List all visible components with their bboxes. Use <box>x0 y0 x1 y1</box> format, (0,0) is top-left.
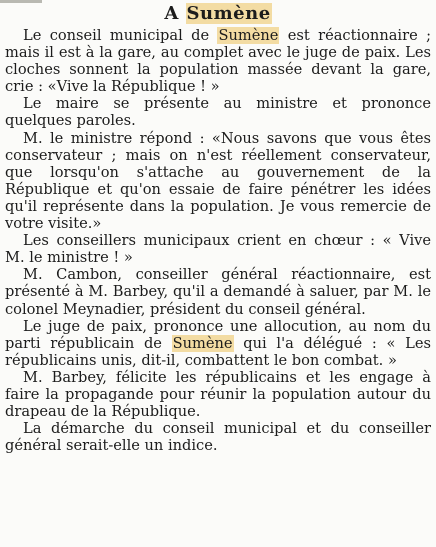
paragraph <box>5 232 431 266</box>
highlighted-term: Sumène <box>172 334 233 352</box>
article-body <box>5 27 431 454</box>
paragraph-text: Le juge de paix, prononce une allocution, au nom du parti républicain de <box>5 317 431 352</box>
paragraph-text: Les conseillers municipaux crient en chœur : « Vive M. le ministre ! » <box>5 232 431 267</box>
paragraph-text: est réactionnaire ; mais il est à la gare, au complet avec le juge de paix. Les cloches sonnent la population massée devant la gare, crie : «Vive la République ! » <box>5 27 431 96</box>
paragraph-text: La démarche du conseil municipal et du conseiller général serait-elle un indice. <box>5 420 431 455</box>
paragraph <box>5 369 431 420</box>
paragraph-text: Le conseil municipal de <box>23 27 218 44</box>
paragraph <box>5 95 431 129</box>
paragraph <box>5 130 431 233</box>
article-title <box>0 3 436 25</box>
paragraph-text: M. Barbey, félicite les républicains et les engage à faire la propagande pour réunir la population autour du drapeau de la République. <box>5 368 431 421</box>
paragraph <box>5 420 431 454</box>
paragraph <box>5 266 431 317</box>
highlighted-term: Sumène <box>218 27 279 44</box>
paragraph <box>5 27 431 95</box>
paragraph-text: qui l'a délégué : « Les républicains unis, dit-il, combattent le bon combat. » <box>5 334 431 369</box>
title-prefix: A <box>164 3 186 24</box>
paragraph <box>5 318 431 369</box>
paragraph-text: M. Cambon, conseiller général réactionnaire, est présenté à M. Barbey, qu'il a demandé à saluer, par M. le colonel Meynadier, président du conseil général. <box>5 266 431 318</box>
paragraph-text: M. le ministre répond : «Nous savons que vous êtes conservateur ; mais on n'est réellement conservateur, que lorsqu'on s'attache au gouvernement de la République et qu'on essaie de faire pénétrer les idées qu'il représente dans la population. Je vous remercie de votre visite.» <box>5 129 431 233</box>
paragraph-text: Le maire se présente au ministre et prononce quelques paroles. <box>5 95 431 130</box>
title-place: Sumène <box>186 3 271 24</box>
